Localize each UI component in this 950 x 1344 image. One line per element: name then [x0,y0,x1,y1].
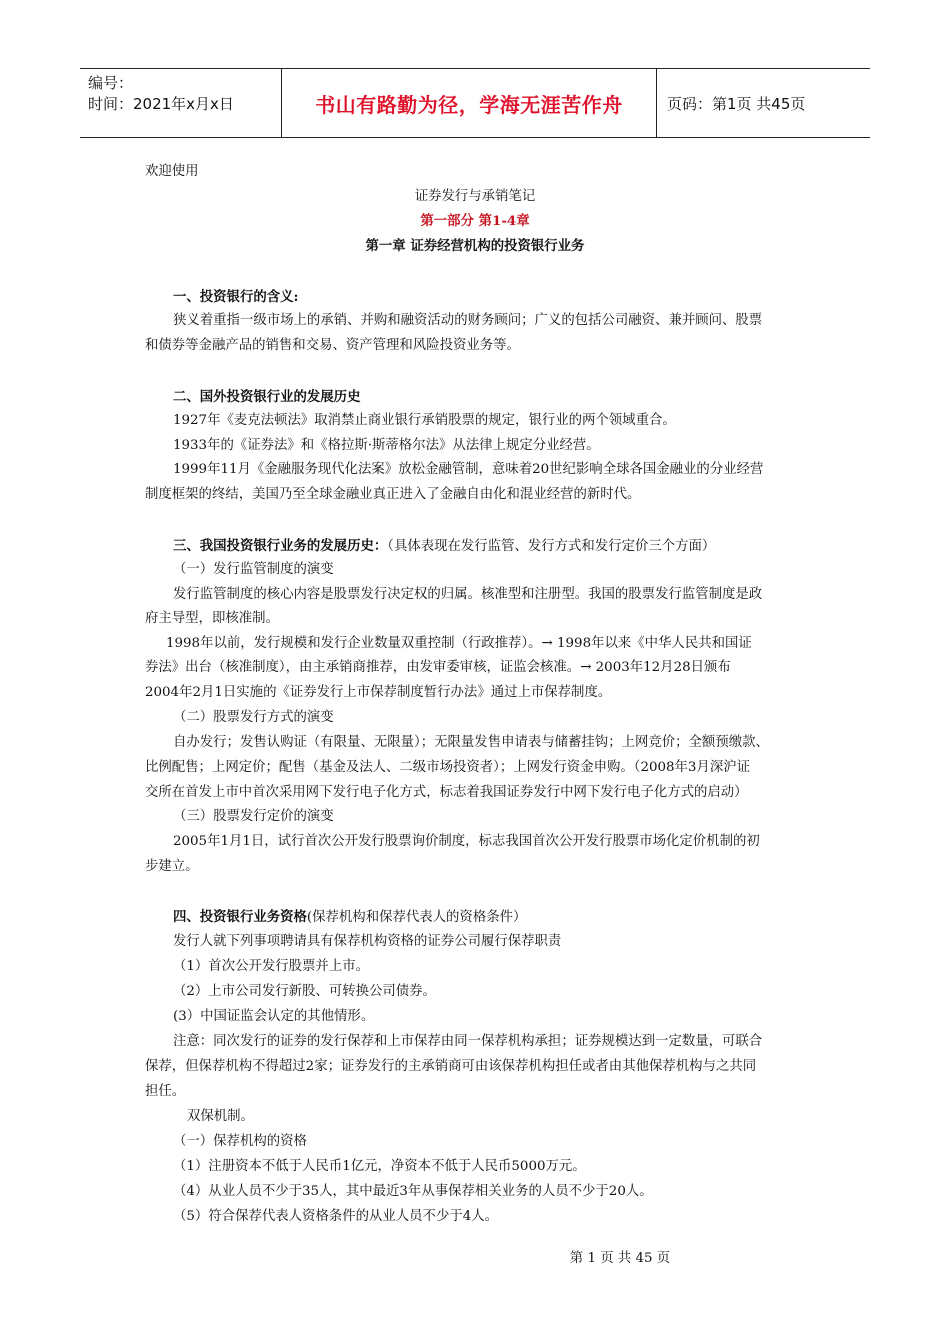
paragraph-line: 1933年的《证券法》和《格拉斯·斯蒂格尔法》从法律上规定分业经营。 [173,438,600,453]
section-3-heading-note: （具体表现在发行监管、发行方式和发行定价三个方面） [387,539,716,554]
paragraph-line: 狭义着重指一级市场上的承销、并购和融资活动的财务顾问；广义的包括公司融资、兼并顾问、股票 [173,313,763,328]
paragraph-line: 1998年以前，发行规模和发行企业数量双重控制（行政推荐）。→ 1998年以来《中华人民共和国证 [166,636,752,651]
section-4-heading: 四、投资银行业务资格 [173,909,307,925]
paragraph-line: 2005年1月1日，试行首次公开发行股票询价制度，标志我国首次公开发行股票市场化定价机制的初 [173,834,760,849]
paragraph-line: 券法》出台（核准制度），由主承销商推荐，由发审委审核，证监会核准。→ 2003年12月28日颁布 [145,660,731,675]
subsection-heading: （一）发行监管制度的演变 [173,562,334,577]
list-item: (3）中国证监会认定的其他情形。 [173,1009,375,1024]
section-4-heading-line [173,908,526,927]
header-motto: 书山有路勤为径，学海无涯苦作舟 [282,69,657,137]
subsection-heading: （一）保荐机构的资格 [173,1134,307,1149]
welcome-text: 欢迎使用 [145,164,199,179]
paragraph-line: 2004年2月1日实施的《证券发行上市保荐制度暂行办法》通过上市保荐制度。 [145,685,612,700]
paragraph-line: 比例配售；上网定价；配售（基金及法人、二级市场投资者）；上网发行资金申购。（2008年3月深沪证 [145,760,750,775]
section-3-heading-line [173,537,715,556]
list-item: （2）上市公司发行新股、可转换公司债券。 [173,984,436,999]
page-footer: 第 1 页 共 45 页 [569,1251,671,1266]
paragraph-line: 府主导型，即核准制。 [145,611,279,626]
chapter-title: 第一章 证券经营机构的投资银行业务 [365,238,585,254]
header-page-info: 页码：第1页 共45页 [667,94,806,113]
part-title: 第一部分 第1-4章 [420,213,530,229]
paragraph-line: 自办发行；发售认购证（有限量、无限量）；无限量发售申请表与储蓄挂钩；上网竞价；全额预缴款、 [173,735,769,750]
paragraph-line: 担任。 [145,1084,186,1099]
paragraph-line: 和债券等金融产品的销售和交易、资产管理和风险投资业务等。 [145,338,520,353]
document-date-label: 时间：2021年x月x日 [88,95,234,113]
paragraph-line: 双保机制。 [187,1109,254,1124]
page-header-table [80,68,870,138]
subsection-heading: （二）股票发行方式的演变 [173,710,334,725]
paragraph-line: 保荐，但保荐机构不得超过2家；证券发行的主承销商可由该保荐机构担任或者由其他保荐机构与之共同 [145,1059,757,1074]
paragraph-line: 注意：同次发行的证券的发行保荐和上市保荐由同一保荐机构承担；证券规模达到一定数量，可联合 [173,1034,763,1049]
paragraph-line: 交所在首发上市中首次采用网下发行电子化方式，标志着我国证券发行中网下发行电子化方式的启动） [145,785,748,800]
section-1-heading: 一、投资银行的含义: [173,289,299,305]
list-item: （4）从业人员不少于35人，其中最近3年从事保荐相关业务的人员不少于20人。 [173,1184,653,1199]
section-2-heading: 二、国外投资银行业的发展历史 [173,389,361,405]
paragraph-line: 1927年《麦克法顿法》取消禁止商业银行承销股票的规定，银行业的两个领域重合。 [173,413,676,428]
paragraph-line: 制度框架的终结，美国乃至全球金融业真正进入了金融自由化和混业经营的新时代。 [145,487,641,502]
header-meta-cell [80,69,282,137]
subsection-heading: （三）股票发行定价的演变 [173,809,334,824]
document-title: 证券发行与承销笔记 [414,189,536,204]
paragraph-line: 1999年11月《金融服务现代化法案》放松金融管制，意味着20世纪影响全球各国金融业的分业经营 [173,462,764,477]
list-item: （5）符合保荐代表人资格条件的从业人员不少于4人。 [173,1209,499,1224]
section-3-heading: 三、我国投资银行业务的发展历史： [173,538,388,554]
document-number-label: 编号： [88,74,134,92]
paragraph-line: 发行人就下列事项聘请具有保荐机构资格的证券公司履行保荐职责 [173,934,562,949]
paragraph-line: 步建立。 [145,859,199,874]
list-item: （1）首次公开发行股票并上市。 [173,959,369,974]
section-4-heading-note: (保荐机构和保荐代表人的资格条件） [306,910,527,925]
paragraph-line: 发行监管制度的核心内容是股票发行决定权的归属。核准型和注册型。我国的股票发行监管制度是政 [173,587,763,602]
list-item: （1）注册资本不低于人民币1亿元，净资本不低于人民币5000万元。 [173,1159,586,1174]
